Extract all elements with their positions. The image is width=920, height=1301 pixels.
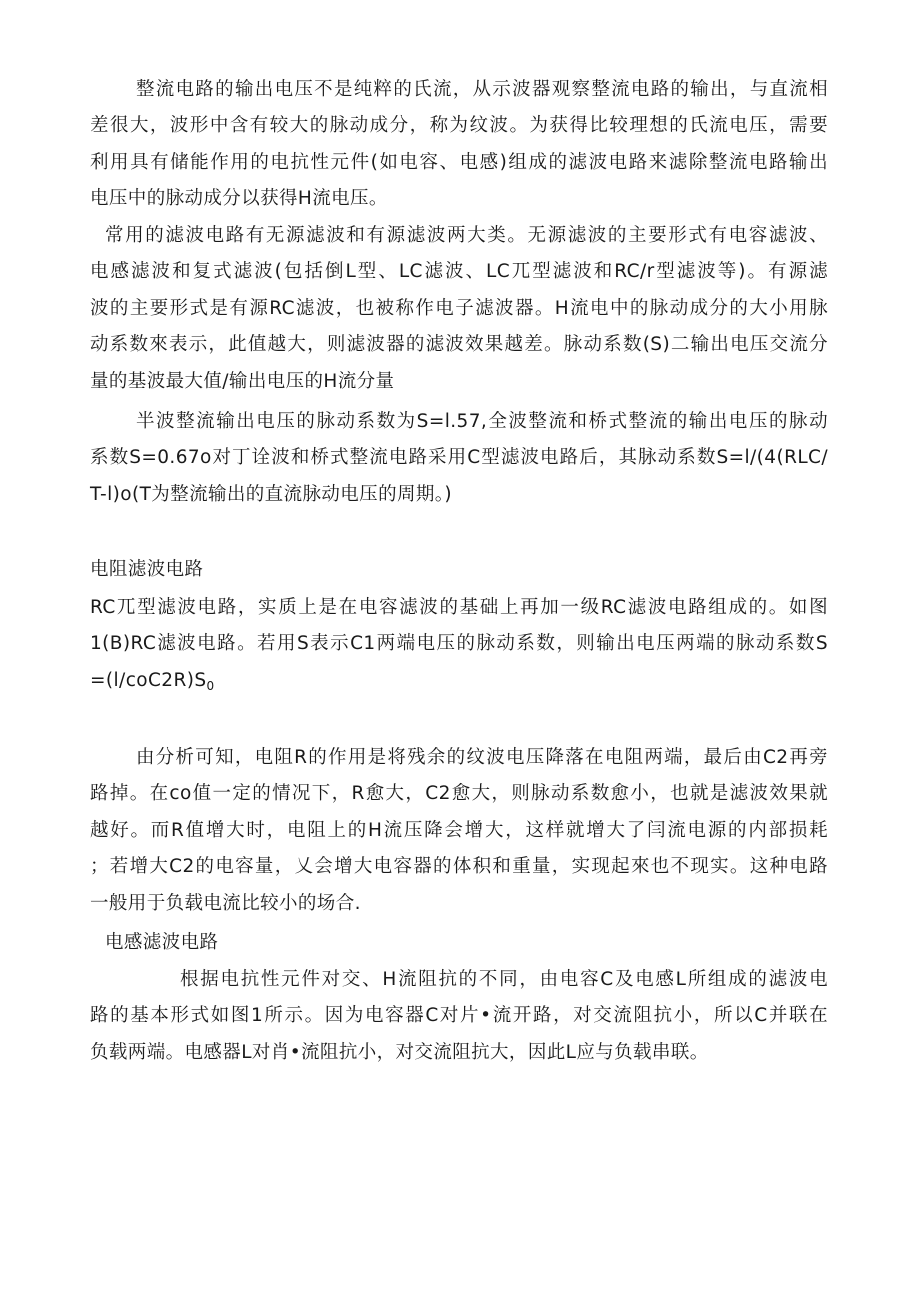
text-line: 利用具有储能作用的电抗性元件(如电容、电感)组成的滤波电路来滤除整流电路输出	[90, 151, 828, 173]
text-line: 电压中的脉动成分以获得H流电压。	[90, 188, 388, 210]
text-line: 系数S=0.67o对丁诠波和桥式整流电路采用C型滤波电路后，其脉动系数S=l/(4(RLC/	[90, 447, 828, 469]
text-line: 负载两端。电感器L对肖•流阻抗小，对交流阻抗大，因此L应与负载串联。	[90, 1041, 709, 1063]
text-line: 量的基波最大值/输出电压的H流分量	[90, 370, 395, 392]
text-line: 常用的滤波电路有无源滤波和有源滤波两大类。无源滤波的主要形式有电容滤波、	[105, 225, 828, 246]
text-line: 动系数來表示，此值越大，则滤波器的滤波效果越差。脉动系数(S)二输出电压交流分	[90, 334, 828, 356]
text-line: 路掉。在co值一定的情况下，R愈大，C2愈大，则脉动系数愈小，也就是滤波效果就	[90, 783, 828, 805]
paragraph-rc-pi-filter	[90, 590, 828, 704]
text-line: 路的基本形式如图1所示。因为电容器C对片•流开路，对交流阻抗小，所以C并联在	[90, 1005, 828, 1027]
text-line: 一般用于负载电流比较小的场合.	[90, 892, 361, 914]
text-line: 1(B)RC滤波电路。若用S表示C1两端电压的脉动系数，则输出电压两端的脉动系数S	[90, 633, 828, 655]
text-line: ；若增大C2的电容量，乂会增大电容器的体积和重量，实现起來也不现实。这种电路	[90, 856, 828, 878]
text-line: 根据电抗性元件对交、H流阻抗的不同，由电容C及电感L所组成的滤波电	[180, 969, 828, 990]
text-line: 波的主要形式是有源RC滤波，也被称作电子滤波器。H流电中的脉动成分的大小用脉	[90, 297, 828, 319]
text-line: 差很大，波形中含有较大的脉动成分，称为纹波。为获得比较理想的氏流电压，需要	[90, 115, 828, 137]
formula-text: =(l/coC2R)S	[90, 669, 207, 691]
text-line: 整流电路的输出电压不是纯粹的氏流，从示波器观察整流电路的输出，与直流相	[136, 79, 828, 100]
text-line: T-l)o(T为整流输出的直流脉动电压的周期。)	[90, 483, 453, 505]
paragraph-intro	[90, 72, 828, 218]
paragraph-filter-types	[90, 218, 828, 400]
text-line: RC兀型滤波电路，实质上是在电容滤波的基础上再加一级RC滤波电路组成的。如图	[90, 597, 828, 618]
section-heading-resistor-filter: 电阻滤波电路	[90, 559, 204, 580]
text-line-formula	[90, 663, 828, 704]
paragraph-analysis	[90, 740, 828, 922]
text-line: 电感滤波和复式滤波(包括倒L型、LC滤波、LC兀型滤波和RC/r型滤波等)。有源滤	[90, 261, 828, 283]
paragraph-ripple-coefficient	[90, 404, 828, 513]
text-line: 半波整流输出电压的脉动系数为S=l.57,全波整流和桥式整流的输出电压的脉动	[136, 411, 828, 432]
paragraph-lc-filter	[90, 962, 828, 1071]
text-line: 由分析可知，电阻R的作用是将残余的纹波电压降落在电阻两端，最后由C2再旁	[136, 747, 828, 768]
formula-subscript: 0	[206, 678, 215, 693]
section-heading-inductor-filter: 电感滤波电路	[105, 932, 219, 953]
text-line: 越好。而R值增大时，电阻上的H流压降会增大，这样就增大了闫流电源的内部损耗	[90, 819, 828, 841]
